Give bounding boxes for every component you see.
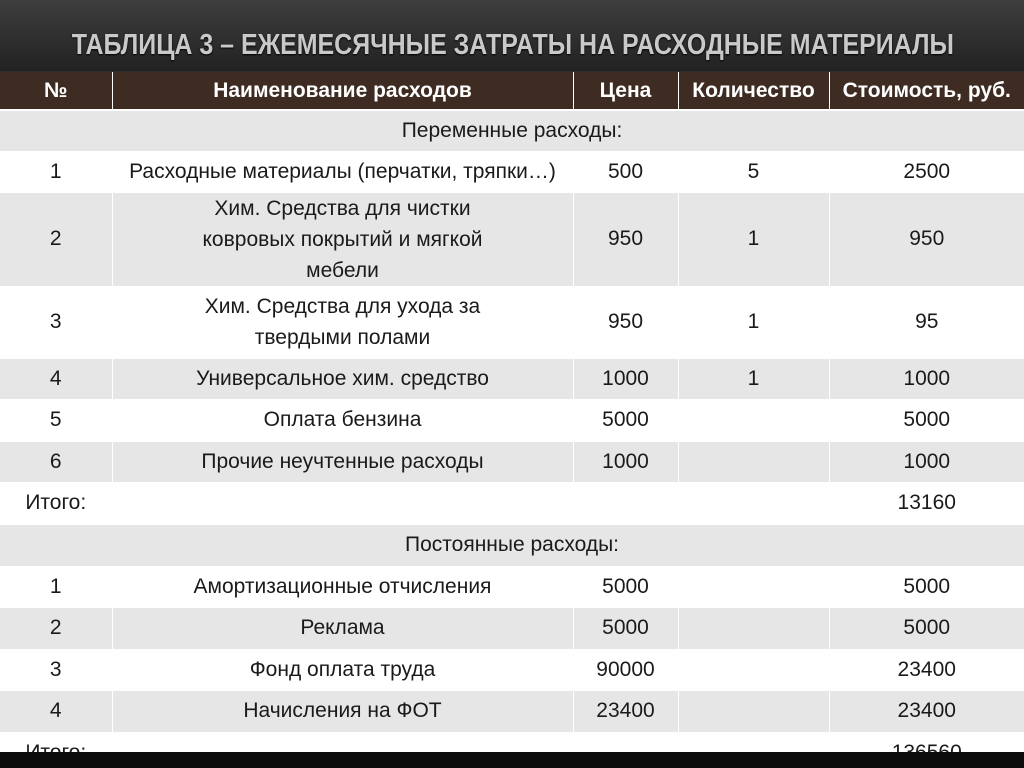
cell-number: 5	[0, 399, 112, 441]
total-row	[0, 482, 1024, 524]
cell-price: 500	[573, 151, 678, 192]
header-name: Наименование расходов	[112, 72, 573, 110]
cell-name: Оплата бензина	[112, 399, 573, 441]
expenses-table	[0, 72, 1024, 768]
cell-number: 2	[0, 192, 112, 286]
page-title: ТАБЛИЦА 3 – ЕЖЕМЕСЯЧНЫЕ ЗАТРАТЫ НА РАСХОДНЫЕ МАТЕРИАЛЫ	[71, 29, 954, 61]
cell-cost: 23400	[829, 690, 1024, 732]
table-row	[0, 566, 1024, 607]
cell-name: Хим. Средства для ухода за твердыми полами	[112, 286, 573, 358]
cell-name: Расходные материалы (перчатки, тряпки…)	[112, 151, 573, 192]
cell-quantity: 1	[678, 358, 829, 399]
cell-quantity	[678, 441, 829, 482]
table-row	[0, 690, 1024, 732]
cell-quantity	[678, 690, 829, 732]
cell-name: Хим. Средства для чистки ковровых покрытий и мягкой мебели	[112, 192, 573, 286]
cell-cost: 1000	[829, 358, 1024, 399]
cell-quantity	[678, 607, 829, 649]
cell-number: 3	[0, 286, 112, 358]
section-label: Переменные расходы:	[0, 110, 1024, 151]
cell-empty	[678, 482, 829, 524]
cell-cost: 95	[829, 286, 1024, 358]
table-row	[0, 151, 1024, 192]
cell-cost: 1000	[829, 441, 1024, 482]
cell-price: 23400	[573, 690, 678, 732]
cell-price: 5000	[573, 566, 678, 607]
cell-name: Фонд оплата труда	[112, 649, 573, 690]
cell-price: 950	[573, 192, 678, 286]
table-row	[0, 649, 1024, 690]
cell-name: Универсальное хим. средство	[112, 358, 573, 399]
cell-number: 4	[0, 358, 112, 399]
cell-quantity: 1	[678, 192, 829, 286]
title-bar	[0, 0, 1024, 71]
cell-cost: 23400	[829, 649, 1024, 690]
total-label: Итого:	[0, 482, 112, 524]
cell-price: 90000	[573, 649, 678, 690]
cell-number: 6	[0, 441, 112, 482]
table-row	[0, 399, 1024, 441]
cell-cost: 2500	[829, 151, 1024, 192]
cell-number: 1	[0, 566, 112, 607]
cell-cost: 950	[829, 192, 1024, 286]
cell-price: 1000	[573, 358, 678, 399]
cell-cost: 5000	[829, 607, 1024, 649]
cell-cost: 5000	[829, 399, 1024, 441]
cell-number: 3	[0, 649, 112, 690]
cell-quantity: 1	[678, 286, 829, 358]
header-price: Цена	[573, 72, 678, 110]
cell-quantity: 5	[678, 151, 829, 192]
cell-name: Начисления на ФОТ	[112, 690, 573, 732]
cell-cost: 5000	[829, 566, 1024, 607]
cell-quantity	[678, 566, 829, 607]
cell-empty	[112, 482, 573, 524]
table-row	[0, 286, 1024, 358]
cell-price: 950	[573, 286, 678, 358]
cell-name: Реклама	[112, 607, 573, 649]
total-value: 13160	[829, 482, 1024, 524]
cell-quantity	[678, 399, 829, 441]
cell-name: Амортизационные отчисления	[112, 566, 573, 607]
cell-number: 2	[0, 607, 112, 649]
table-header-row	[0, 72, 1024, 110]
cell-empty	[573, 482, 678, 524]
header-quantity: Количество	[678, 72, 829, 110]
header-number: №	[0, 72, 112, 110]
cell-quantity	[678, 649, 829, 690]
cell-price: 5000	[573, 607, 678, 649]
table-row	[0, 441, 1024, 482]
table-row	[0, 358, 1024, 399]
section-label: Постоянные расходы:	[0, 524, 1024, 566]
cell-name: Прочие неучтенные расходы	[112, 441, 573, 482]
cell-number: 4	[0, 690, 112, 732]
header-cost: Стоимость, руб.	[829, 72, 1024, 110]
cell-price: 5000	[573, 399, 678, 441]
section-row-fixed	[0, 524, 1024, 566]
bottom-strip	[0, 752, 1024, 768]
table-row	[0, 192, 1024, 286]
cell-price: 1000	[573, 441, 678, 482]
section-row-variable	[0, 110, 1024, 151]
cell-number: 1	[0, 151, 112, 192]
table-row	[0, 607, 1024, 649]
